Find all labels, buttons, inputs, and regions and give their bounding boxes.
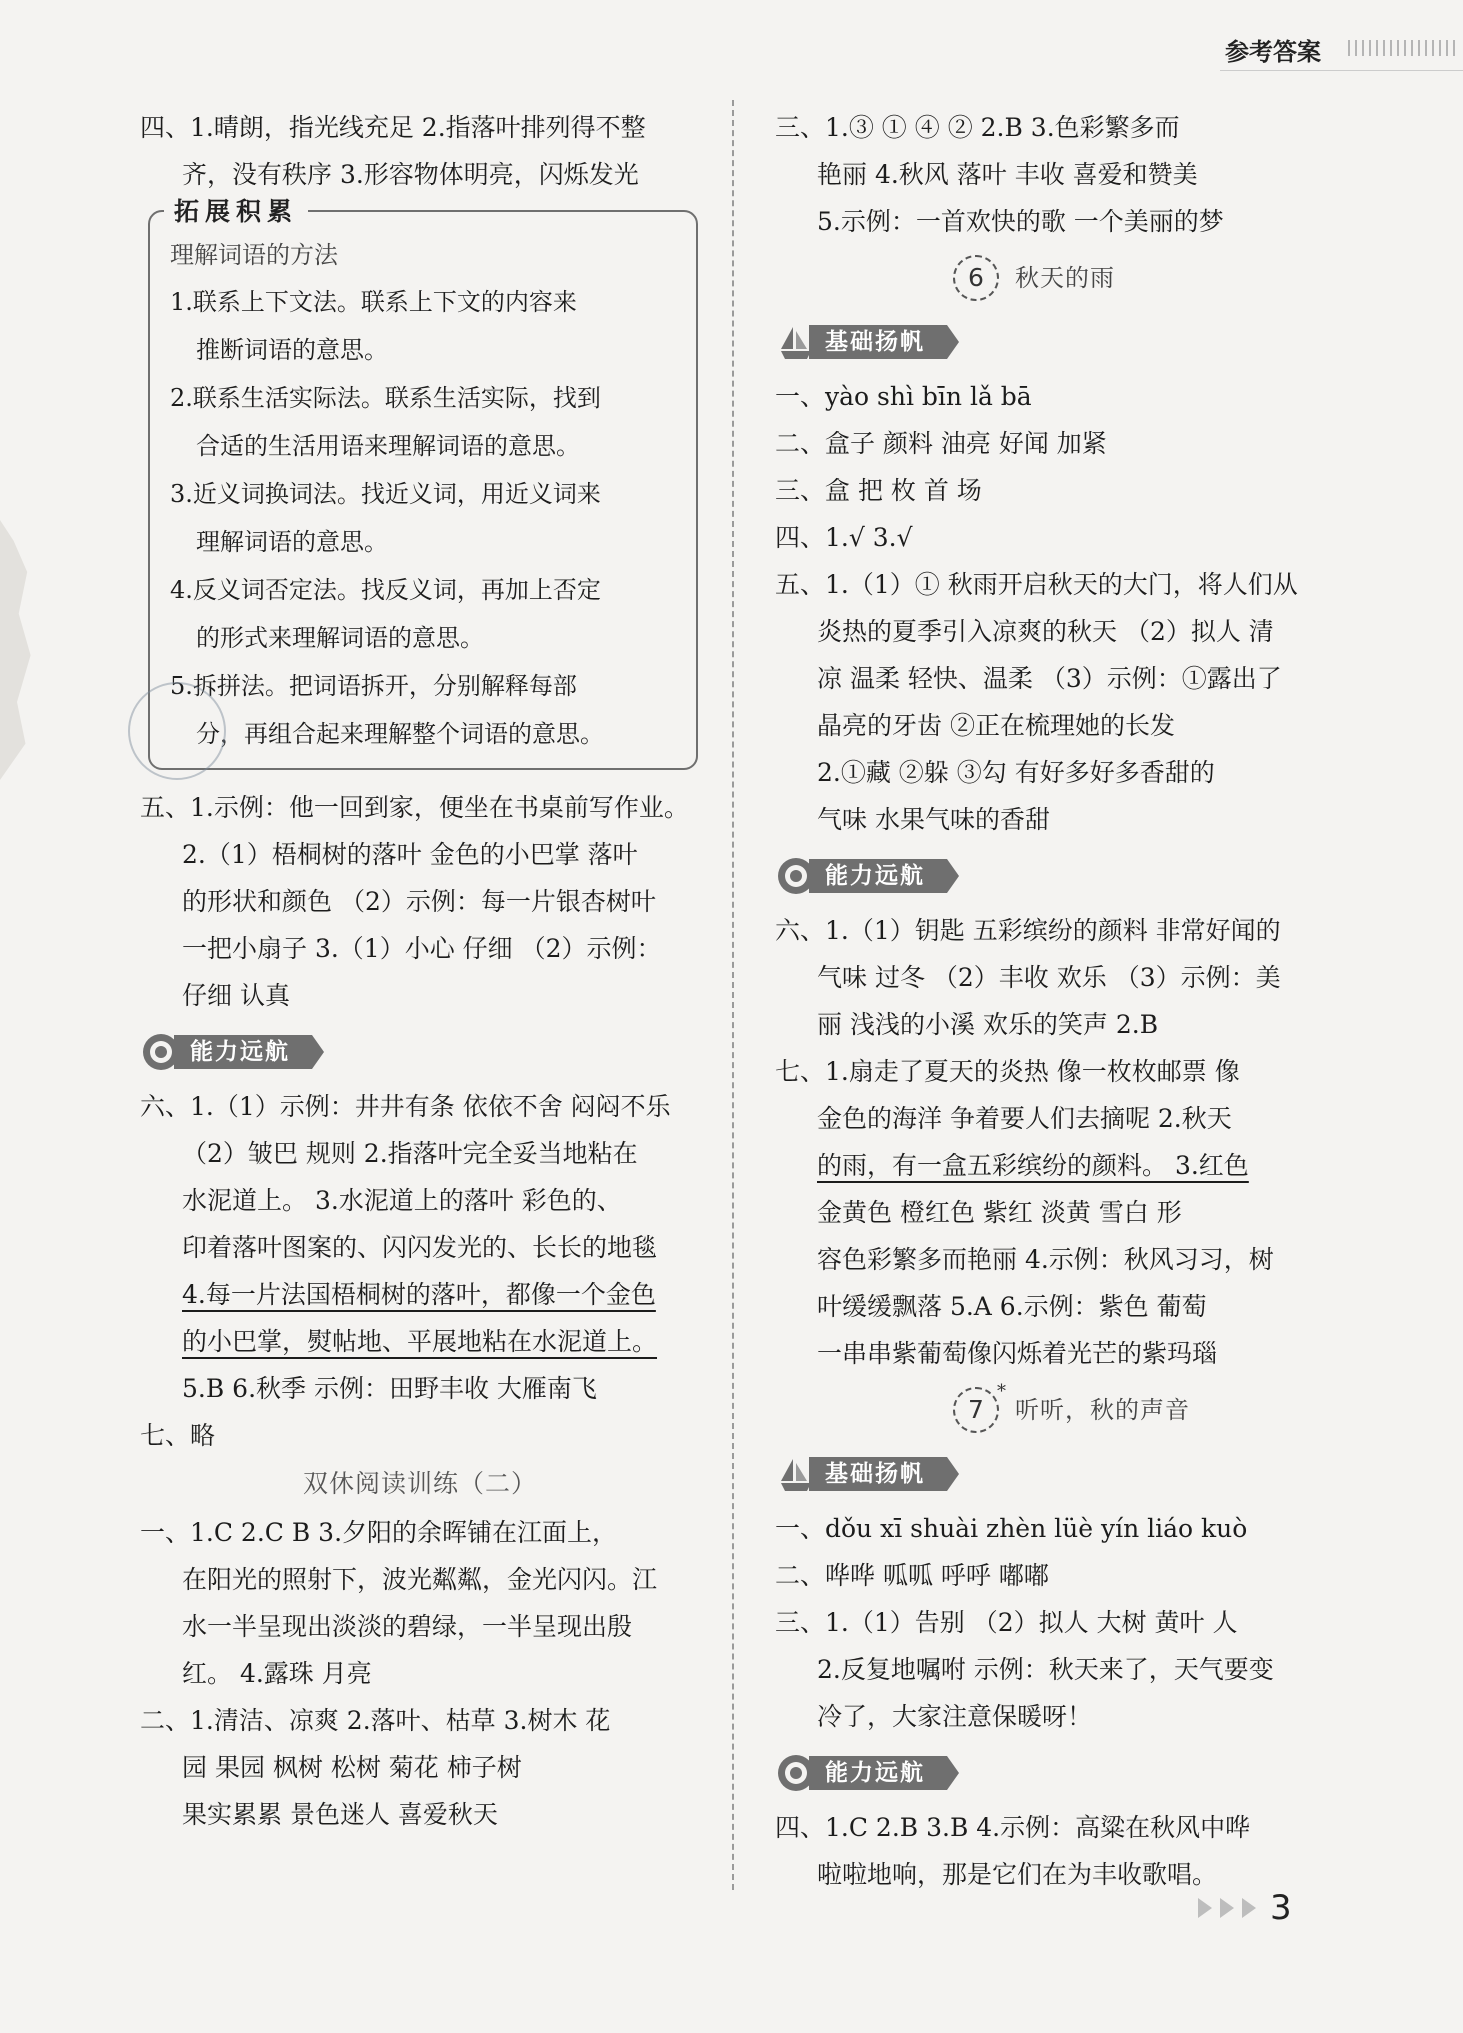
text-line: 七、1.扇走了夏天的炎热 像一枚枚邮票 像 [775,1057,1240,1086]
text-line: 在阳光的照射下，波光粼粼，金光闪闪。江 [182,1565,658,1594]
text-line: 叶缓缓飘落 5.A 6.示例：紫色 葡萄 [817,1292,1207,1321]
text-line: 四、1.√ 3.√ [775,523,913,552]
section-banner [775,1447,1335,1501]
box-line: 合适的生活用语来理解词语的意思。 [196,432,580,460]
text-line: 容色彩繁多而艳丽 4.示例：秋风习习，树 [817,1245,1274,1274]
header-decoration [1348,40,1458,56]
box-line: 1.联系上下文法。联系上下文的内容来 [170,288,577,316]
text-line: 一、yào shì bīn lǎ bā [775,382,1032,411]
text-line: 二、1.清洁、凉爽 2.落叶、枯草 3.树木 花 [140,1706,611,1735]
text-line: 印着落叶图案的、闪闪发光的、长长的地毯 [182,1233,658,1262]
text-line: 丽 浅浅的小溪 欢乐的笑声 2.B [817,1010,1159,1039]
arrow-icon [1220,1898,1234,1918]
right-column [775,104,1335,1898]
lesson-title: 秋天的雨 [1015,264,1115,292]
lesson-number: 6 [953,255,999,301]
text-line: 水泥道上。 3.水泥道上的落叶 彩色的、 [182,1186,622,1215]
text-line: 七、略 [140,1421,216,1450]
text-line: 炎热的夏季引入凉爽的秋天 （2）拟人 清 [817,617,1274,646]
box-label: 拓展积累 [164,192,308,228]
text-line: 艳丽 4.秋风 落叶 丰收 喜爱和赞美 [817,160,1198,189]
text-line: （2）皱巴 规则 2.指落叶完全妥当地粘在 [182,1139,638,1168]
text-line: 三、1.③ ① ④ ② 2.B 3.色彩繁多而 [775,113,1180,142]
text-line: 气味 水果气味的香甜 [817,805,1050,834]
text-line: 园 果园 枫树 松树 菊花 柿子树 [182,1753,522,1782]
page-number: 3 [1270,1888,1292,1928]
lesson-number: 7 [953,1387,999,1433]
reading-title: 双休阅读训练（二） [302,1469,537,1498]
text-line: 六、1.（1）示例：井井有条 依依不舍 闷闷不乐 [140,1092,671,1121]
lesson-heading [775,1379,1335,1441]
arrow-icon [1242,1898,1256,1918]
lesson-star: * [997,1381,1006,1402]
text-line: 5.B 6.秋季 示例：田野丰收 大雁南飞 [182,1374,597,1403]
text-line: 冷了，大家注意保暖呀！ [817,1702,1093,1731]
text-line: 2.①藏 ②躲 ③勾 有好多好多香甜的 [817,758,1215,787]
text-line: 水一半呈现出淡淡的碧绿，一半呈现出殷 [182,1612,633,1641]
section-banner [775,849,1335,903]
section-banner [775,315,1335,369]
text-line: 一把小扇子 3.（1）小心 仔细 （2）示例： [182,934,662,963]
lesson-heading [775,247,1335,309]
column-divider [732,100,734,1890]
text-line: 三、盒 把 枚 首 场 [775,476,982,505]
text-line: 齐，没有秩序 3.形容物体明亮，闪烁发光 [182,160,639,189]
text-line: 2.反复地嘱咐 示例：秋天来了，天气要变 [817,1655,1274,1684]
text-line: 啦啦地响，那是它们在为丰收歌唱。 [817,1860,1218,1889]
torn-edge [0,520,34,780]
page-footer [1198,1888,1292,1928]
banner-label: 能力远航 [825,1760,925,1786]
stamp-watermark [128,682,226,780]
text-line: 五、1.（1）① 秋雨开启秋天的大门，将人们从 [775,570,1298,599]
box-subtitle: 理解词语的方法 [170,241,338,269]
box-line: 5.拆拼法。把词语拆开，分别解释每部 [170,672,577,700]
box-line: 的形式来理解词语的意思。 [196,624,484,652]
text-line: 二、哗哗 呱呱 呼呼 嘟嘟 [775,1561,1049,1590]
text-line: 金黄色 橙红色 紫红 淡黄 雪白 形 [817,1198,1182,1227]
text-line: 晶亮的牙齿 ②正在梳理她的长发 [817,711,1175,740]
text-line: 仔细 认真 [182,981,290,1010]
text-line: 一串串紫葡萄像闪烁着光芒的紫玛瑙 [817,1339,1218,1368]
text-line: 的形状和颜色 （2）示例：每一片银杏树叶 [182,887,656,916]
header-rule [1220,70,1463,71]
text-line: 金色的海洋 争着要人们去摘呢 2.秋天 [817,1104,1232,1133]
text-line: 四、1.晴朗，指光线充足 2.指落叶排列得不整 [140,113,646,142]
text-line: 四、1.C 2.B 3.B 4.示例：高粱在秋风中哗 [775,1813,1251,1842]
text-line: 的雨，有一盒五彩缤纷的颜料。 3.红色 [817,1151,1249,1180]
text-line: 的小巴掌，熨帖地、平展地粘在水泥道上。 [182,1327,658,1356]
text-line: 一、dǒu xī shuài zhèn lüè yín liáo kuò [775,1514,1248,1543]
box-line: 4.反义词否定法。找反义词，再加上否定 [170,576,601,604]
text-line: 三、1.（1）告别 （2）拟人 大树 黄叶 人 [775,1608,1238,1637]
text-line: 五、1.示例：他一回到家，便坐在书桌前写作业。 [140,793,689,822]
text-line: 气味 过冬 （2）丰收 欢乐 （3）示例：美 [817,963,1281,992]
text-line: 5.示例：一首欢快的歌 一个美丽的梦 [817,207,1224,236]
banner-label: 能力远航 [190,1039,290,1065]
banner-label: 基础扬帆 [825,1461,925,1487]
text-line: 六、1.（1）钥匙 五彩缤纷的颜料 非常好闻的 [775,916,1281,945]
header-title: 参考答案 [1225,38,1321,66]
text-line: 果实累累 景色迷人 喜爱秋天 [182,1800,498,1829]
extension-box [148,197,698,770]
box-line: 推断词语的意思。 [196,336,388,364]
text-line: 红。 4.露珠 月亮 [182,1659,372,1688]
box-line: 3.近义词换词法。找近义词，用近义词来 [170,480,601,508]
text-line: 二、盒子 颜料 油亮 好闻 加紧 [775,429,1107,458]
box-line: 2.联系生活实际法。联系生活实际，找到 [170,384,601,412]
section-banner [140,1025,700,1079]
lesson-title: 听听，秋的声音 [1015,1396,1190,1424]
banner-label: 能力远航 [825,863,925,889]
text-line: 凉 温柔 轻快、温柔 （3）示例：①露出了 [817,664,1282,693]
banner-label: 基础扬帆 [825,329,925,355]
text-line: 4.每一片法国梧桐树的落叶，都像一个金色 [182,1280,656,1309]
text-line: 一、1.C 2.C B 3.夕阳的余晖铺在江面上， [140,1518,618,1547]
arrow-icon [1198,1898,1212,1918]
box-line: 分，再组合起来理解整个词语的意思。 [196,720,604,748]
left-column [140,104,700,1838]
text-line: 2.（1）梧桐树的落叶 金色的小巴掌 落叶 [182,840,638,869]
box-line: 理解词语的意思。 [196,528,388,556]
section-banner [775,1746,1335,1800]
